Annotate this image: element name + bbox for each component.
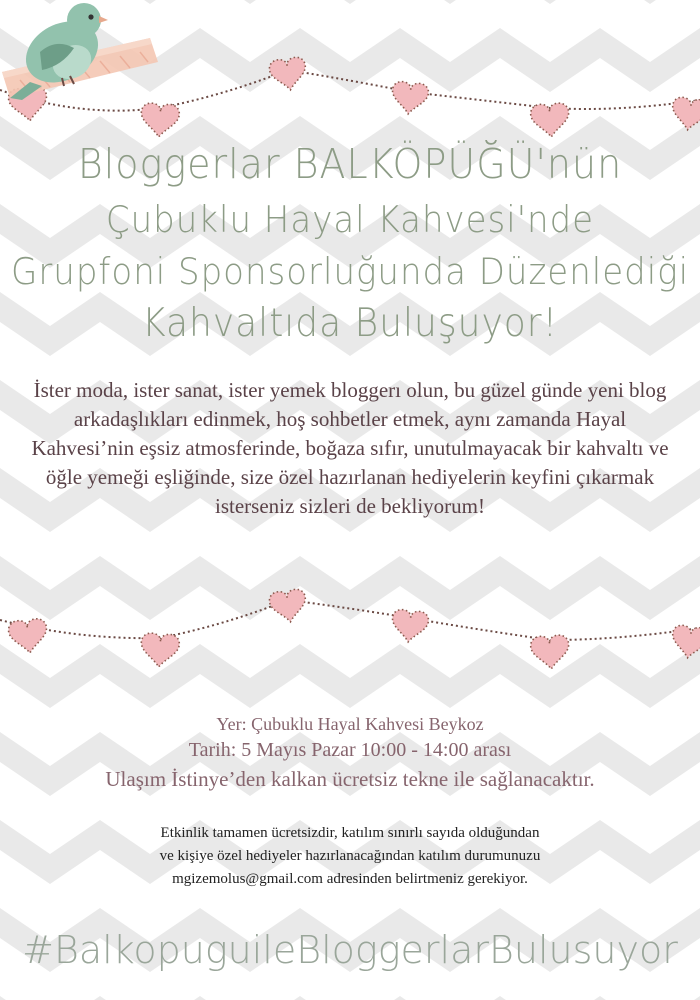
heart-garland-bottom [0,588,700,670]
title-line-1: Bloggerlar BALKÖPÜĞÜ'nün [77,140,623,188]
event-transport: Ulaşım İstinye’den kalkan ücretsiz tekne ile sağlanacaktır. [105,767,595,791]
fineprint-line-1: Etkinlik tamamen ücretsizdir, katılım sınırlı sayıda olduğundan [160,825,540,841]
event-date: Tarih: 5 Mayıs Pazar 10:00 - 14:00 arası [188,739,512,761]
fineprint [40,822,660,891]
hashtag: #BalkopuguileBloggerlarBulusuyor [22,928,678,972]
heart-icon [268,588,308,624]
heart-icon [670,96,700,132]
title-line-3: Grupfoni Sponsorluğunda Düzenlediği [10,250,690,294]
fineprint-line-3: mgizemolus@gmail.com adresinden belirtmeniz gerekiyor. [172,871,528,887]
heart-icon [670,624,700,660]
heart-icon [268,56,308,92]
heart-icon [140,102,180,138]
heart-icon [530,102,570,138]
garland-string [0,70,700,111]
event-location: Yer: Çubuklu Hayal Kahvesi Beykoz [216,714,484,734]
title-line-4: Kahvaltıda Buluşuyor! [141,301,559,346]
title-line-2: Çubuklu Hayal Kahvesi'nde [105,198,595,242]
heart-icon [8,618,49,655]
fineprint-line-2: ve kişiye özel hediyeler hazırlanacağından katılım durumunuzu [159,848,541,864]
intro-paragraph: İster moda, ister sanat, ister yemek bloggerı olun, bu güzel günde yeni blog arkadaşlıkları edinmek, hoş sohbetler etmek, aynı zamanda Hayal Kahvesi’nin eşsiz atmosferinde, boğaza sıfır, unutulmayacak bir kahvaltı ve öğle yemeği eşliğinde, size özel hazırlanan hediyelerin keyfini çıkarmak isterseniz sizleri de bekliyorum! [31,378,669,518]
heart-icon [390,609,429,644]
heart-icon [530,634,570,670]
heart-icon [390,81,429,116]
heart-icon [140,632,180,668]
garland-string [0,600,700,640]
